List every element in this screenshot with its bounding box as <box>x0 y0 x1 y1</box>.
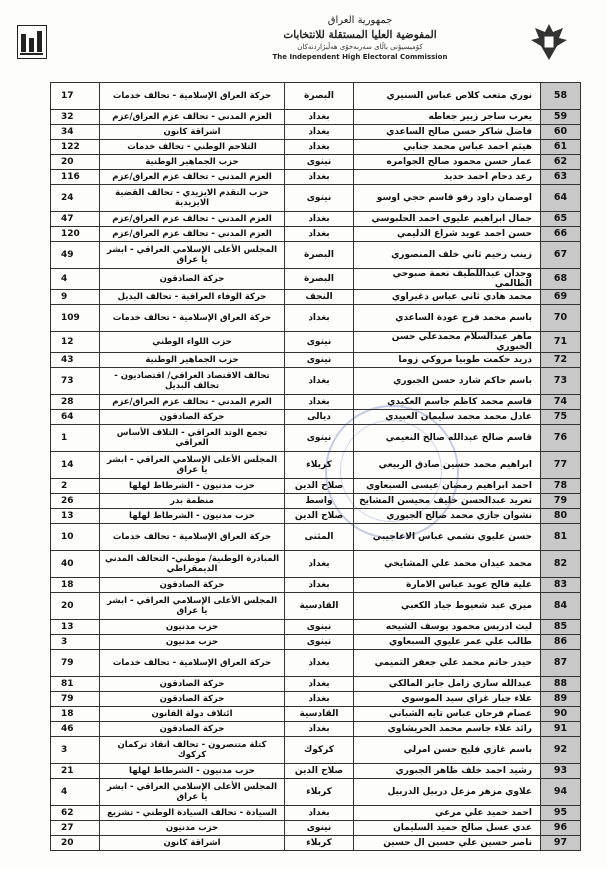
province: بغداد <box>285 722 354 737</box>
candidate-name: رعد دحام احمد حديد <box>354 170 541 185</box>
vote-count: 49 <box>51 242 100 269</box>
province: كربلاء <box>285 836 354 851</box>
table-row <box>51 779 581 806</box>
row-number: 62 <box>541 155 581 170</box>
candidate-name: عادل محمد محمد سليمان العبيدي <box>354 410 541 425</box>
vote-count: 20 <box>51 593 100 620</box>
party-name: ائتلاف دولة القانون <box>100 707 285 722</box>
party-name: التلاحم الوطني - تحالف خدمات <box>100 140 285 155</box>
candidate-name: عمار حسن محمود صالح الجوامره <box>354 155 541 170</box>
party-name: اشراقة كانون <box>100 836 285 851</box>
header-commission-arabic: المفوضية العليا المستقلة للانتخابات <box>283 29 437 41</box>
candidate-name: هيثم احمد عباس محمد جنابي <box>354 140 541 155</box>
province: بغداد <box>285 170 354 185</box>
table-row <box>51 83 581 110</box>
province: كربلاء <box>285 779 354 806</box>
party-name: حزب مدنيون - الشرطاط لهلها <box>100 479 285 494</box>
row-number: 87 <box>541 650 581 677</box>
party-name: تحالف الاقتصاد العراقي/ اقتصاديون - تحالف البديل <box>100 368 285 395</box>
vote-count: 64 <box>51 410 100 425</box>
candidate-name: ميري عبد شعيوط جياد الكعبي <box>354 593 541 620</box>
row-number: 83 <box>541 578 581 593</box>
party-name: حزب الجماهير الوطنية <box>100 155 285 170</box>
province: بغداد <box>285 110 354 125</box>
province: نينوى <box>285 425 354 452</box>
province: كركوك <box>285 737 354 764</box>
province: بغداد <box>285 368 354 395</box>
party-name: حزب الجماهير الوطنية <box>100 353 285 368</box>
province: كربلاء <box>285 452 354 479</box>
province: نينوى <box>285 332 354 353</box>
iraq-eagle-emblem-icon <box>527 20 571 64</box>
candidate-name: باسم محمد فرج عودة الساعدي <box>354 305 541 332</box>
vote-count: 73 <box>51 368 100 395</box>
party-name: العزم المدني - تحالف عزم العراق/عزم <box>100 170 285 185</box>
party-name: حزب مدنيون - الشرطاط لهلها <box>100 764 285 779</box>
vote-count: 32 <box>51 110 100 125</box>
table-row <box>51 110 581 125</box>
header-commission-english: The Independent High Electoral Commission <box>272 53 448 61</box>
table-row <box>51 551 581 578</box>
table-row <box>51 806 581 821</box>
candidate-name: حيدر حاتم محمد علي جعفر التميمي <box>354 650 541 677</box>
party-name: حركة الوفاء العراقية - تحالف البديل <box>100 290 285 305</box>
candidate-name: ماهر عبدالسلام محمدعلي حسن الجبوري <box>354 332 541 353</box>
row-number: 88 <box>541 677 581 692</box>
province: البصرة <box>285 269 354 290</box>
candidate-name: محمد عيدان محمد علي المشايخي <box>354 551 541 578</box>
party-name: حزب اللواء الوطني <box>100 332 285 353</box>
party-name: حزب مدنيون <box>100 635 285 650</box>
row-number: 74 <box>541 395 581 410</box>
province: صلاح الدين <box>285 764 354 779</box>
table-row <box>51 479 581 494</box>
party-name: كتلة متنصرون - تحالف انقاذ تركمان كركوك <box>100 737 285 764</box>
row-number: 86 <box>541 635 581 650</box>
province: بغداد <box>285 806 354 821</box>
candidate-name: باسم غازي فليح حسن امرلي <box>354 737 541 764</box>
vote-count: 46 <box>51 722 100 737</box>
row-number: 70 <box>541 305 581 332</box>
row-number: 69 <box>541 290 581 305</box>
table-row <box>51 212 581 227</box>
table-row <box>51 290 581 305</box>
row-number: 85 <box>541 620 581 635</box>
province: المثنى <box>285 524 354 551</box>
candidate-name: احمد ابراهيم رمضان عيسى السبعاوي <box>354 479 541 494</box>
province: نينوى <box>285 155 354 170</box>
candidate-name: رائد علاء جاسم محمد الحريشاوي <box>354 722 541 737</box>
vote-count: 79 <box>51 692 100 707</box>
candidate-name: نشوان جازي محمد صالح الجبوري <box>354 509 541 524</box>
party-name: تجمع الوتد العراقي - التلاف الأساس العراقي <box>100 425 285 452</box>
party-name: المجلس الأعلى الإسلامي العراقي - ابشر يا عراق <box>100 452 285 479</box>
table-row <box>51 140 581 155</box>
candidate-name: ليث ادريس محمود يوسف الشيحه <box>354 620 541 635</box>
table-row <box>51 227 581 242</box>
row-number: 66 <box>541 227 581 242</box>
candidate-name: يعرب ساجر زبير جعاطه <box>354 110 541 125</box>
row-number: 96 <box>541 821 581 836</box>
vote-count: 120 <box>51 227 100 242</box>
candidate-name: زينب رحيم ثاني خلف المنصوري <box>354 242 541 269</box>
vote-count: 40 <box>51 551 100 578</box>
vote-count: 20 <box>51 836 100 851</box>
table-row <box>51 578 581 593</box>
vote-count: 116 <box>51 170 100 185</box>
vote-count: 81 <box>51 677 100 692</box>
table-row <box>51 509 581 524</box>
party-name: حزب مدنيون - الشرطاط لهلها <box>100 509 285 524</box>
row-number: 75 <box>541 410 581 425</box>
table-row <box>51 425 581 452</box>
header-country: جمهورية العراق <box>327 15 393 26</box>
province: بغداد <box>285 227 354 242</box>
vote-count: 13 <box>51 620 100 635</box>
table-row <box>51 395 581 410</box>
row-number: 64 <box>541 185 581 212</box>
row-number: 92 <box>541 737 581 764</box>
row-number: 84 <box>541 593 581 620</box>
vote-count: 4 <box>51 269 100 290</box>
candidate-name: عصام فرحان عباس تايه الشباني <box>354 707 541 722</box>
vote-count: 1 <box>51 425 100 452</box>
province: النجف <box>285 290 354 305</box>
candidate-name: حسن عليوي نشمي عباس الاعاجيبي <box>354 524 541 551</box>
candidate-name: نوري متعب كلاص عباس السنيري <box>354 83 541 110</box>
candidate-name: وجدان عبداللطيف نعمة صبوحي الظالمي <box>354 269 541 290</box>
table-row <box>51 620 581 635</box>
row-number: 82 <box>541 551 581 578</box>
table-row <box>51 125 581 140</box>
row-number: 59 <box>541 110 581 125</box>
candidate-name: فاضل شاكر حسن صالح الساعدي <box>354 125 541 140</box>
party-name: حركة الصادقون <box>100 578 285 593</box>
table-row <box>51 707 581 722</box>
party-name: حركة الصادقون <box>100 410 285 425</box>
province: القادسية <box>285 707 354 722</box>
candidate-name: تغريد عبدالحسن خليف محيسن المشايخ <box>354 494 541 509</box>
party-name: حزب مدنيون <box>100 620 285 635</box>
vote-count: 9 <box>51 290 100 305</box>
row-number: 91 <box>541 722 581 737</box>
candidate-name: جمال ابراهيم عليوي احمد الحلبوسي <box>354 212 541 227</box>
party-name: حركة العراق الإسلامية - تحالف خدمات <box>100 650 285 677</box>
province: بغداد <box>285 395 354 410</box>
vote-count: 62 <box>51 806 100 821</box>
party-name: العزم المدني - تحالف عزم العراق/عزم <box>100 227 285 242</box>
province: نينوى <box>285 620 354 635</box>
vote-count: 28 <box>51 395 100 410</box>
row-number: 81 <box>541 524 581 551</box>
province: بغداد <box>285 140 354 155</box>
vote-count: 26 <box>51 494 100 509</box>
row-number: 68 <box>541 269 581 290</box>
vote-count: 109 <box>51 305 100 332</box>
province: بغداد <box>285 650 354 677</box>
party-name: حركة الصادقون <box>100 692 285 707</box>
party-name: المبادرة الوطنية/ موطني- التحالف المدني الديمقراطي <box>100 551 285 578</box>
vote-count: 79 <box>51 650 100 677</box>
table-row <box>51 722 581 737</box>
candidate-name: رشيد احمد خلف ظاهر الجبوري <box>354 764 541 779</box>
vote-count: 3 <box>51 635 100 650</box>
vote-count: 122 <box>51 140 100 155</box>
candidate-name: طالب علي عمر عليوي السبعاوي <box>354 635 541 650</box>
row-number: 97 <box>541 836 581 851</box>
candidate-name: احمد حميد علي مرعي <box>354 806 541 821</box>
row-number: 61 <box>541 140 581 155</box>
party-name: حركة الصادقون <box>100 677 285 692</box>
table-row <box>51 692 581 707</box>
row-number: 71 <box>541 332 581 353</box>
row-number: 73 <box>541 368 581 395</box>
table-row <box>51 332 581 353</box>
province: نينوى <box>285 353 354 368</box>
party-name: حركة الصادقون <box>100 722 285 737</box>
table-row <box>51 155 581 170</box>
province: البصرة <box>285 242 354 269</box>
party-name: العزم المدني - تحالف عزم العراق/عزم <box>100 395 285 410</box>
row-number: 79 <box>541 494 581 509</box>
vote-count: 27 <box>51 821 100 836</box>
table-row <box>51 650 581 677</box>
row-number: 89 <box>541 692 581 707</box>
province: بغداد <box>285 677 354 692</box>
vote-count: 47 <box>51 212 100 227</box>
candidate-name: قاسم محمد كاظم جاسم العكيدي <box>354 395 541 410</box>
province: بغداد <box>285 551 354 578</box>
province: نينوى <box>285 635 354 650</box>
party-name: حركة العراق الإسلامية - تحالف خدمات <box>100 305 285 332</box>
row-number: 77 <box>541 452 581 479</box>
candidate-name: عبدالله ساري زامل جابر المالكي <box>354 677 541 692</box>
table-row <box>51 593 581 620</box>
province: نينوى <box>285 821 354 836</box>
row-number: 72 <box>541 353 581 368</box>
row-number: 90 <box>541 707 581 722</box>
table-row <box>51 353 581 368</box>
table-row <box>51 524 581 551</box>
candidate-name: قاسم صالح عبدالله صالح النعيمي <box>354 425 541 452</box>
party-name: السيادة - تحالف السيادة الوطني - تشريع <box>100 806 285 821</box>
candidate-name: باسم حاكم شارد حسن الجبوري <box>354 368 541 395</box>
party-name: حركة العراق الإسلامية - تحالف خدمات <box>100 524 285 551</box>
vote-count: 21 <box>51 764 100 779</box>
province: صلاح الدين <box>285 479 354 494</box>
vote-count: 18 <box>51 707 100 722</box>
table-row <box>51 305 581 332</box>
candidate-name: اوصمان داود رفو قاسم حجي اوسو <box>354 185 541 212</box>
candidate-name: علاء جبار غزاي سيد الموسوي <box>354 692 541 707</box>
row-number: 95 <box>541 806 581 821</box>
vote-count: 12 <box>51 332 100 353</box>
vote-count: 20 <box>51 155 100 170</box>
province: القادسية <box>285 593 354 620</box>
province: صلاح الدين <box>285 509 354 524</box>
party-name: العزم المدني - تحالف عزم العراق/عزم <box>100 110 285 125</box>
province: بغداد <box>285 578 354 593</box>
document-header <box>0 0 607 66</box>
row-number: 65 <box>541 212 581 227</box>
row-number: 67 <box>541 242 581 269</box>
table-row <box>51 170 581 185</box>
table-row <box>51 494 581 509</box>
candidate-name: محمد هادي ثاني عباس دغيراوي <box>354 290 541 305</box>
party-name: المجلس الأعلى الإسلامي العراقي - ابشر يا عراق <box>100 242 285 269</box>
table-row <box>51 269 581 290</box>
province: بغداد <box>285 212 354 227</box>
row-number: 58 <box>541 83 581 110</box>
candidate-name: ابراهيم محمد حسين صادق الربيعي <box>354 452 541 479</box>
party-name: العزم المدني - تحالف عزم العراق/عزم <box>100 212 285 227</box>
table-row <box>51 410 581 425</box>
province: البصرة <box>285 83 354 110</box>
row-number: 76 <box>541 425 581 452</box>
province: نينوى <box>285 185 354 212</box>
candidate-name: حسن احمد عويد شراع الدليمي <box>354 227 541 242</box>
table-row <box>51 452 581 479</box>
party-name: اشراقة كانون <box>100 125 285 140</box>
province: بغداد <box>285 125 354 140</box>
table-row <box>51 677 581 692</box>
province: واسط <box>285 494 354 509</box>
party-name: منظمة بدر <box>100 494 285 509</box>
vote-count: 10 <box>51 524 100 551</box>
party-name: حركة الصادقون <box>100 269 285 290</box>
table-row <box>51 635 581 650</box>
row-number: 94 <box>541 779 581 806</box>
candidate-name: ناصر حسين علي حسين ال حسين <box>354 836 541 851</box>
vote-count: 34 <box>51 125 100 140</box>
vote-count: 13 <box>51 509 100 524</box>
row-number: 78 <box>541 479 581 494</box>
row-number: 93 <box>541 764 581 779</box>
party-name: حركة العراق الإسلامية - تحالف خدمات <box>100 83 285 110</box>
province: ديالى <box>285 410 354 425</box>
row-number: 63 <box>541 170 581 185</box>
vote-count: 17 <box>51 83 100 110</box>
vote-count: 18 <box>51 578 100 593</box>
vote-count: 24 <box>51 185 100 212</box>
table-row <box>51 764 581 779</box>
table-row <box>51 368 581 395</box>
candidate-name: علاوي مزهر مزعل دربيل الدربيل <box>354 779 541 806</box>
row-number: 80 <box>541 509 581 524</box>
table-row <box>51 185 581 212</box>
row-number: 60 <box>541 125 581 140</box>
party-name: حزب مدنيون <box>100 821 285 836</box>
vote-count: 2 <box>51 479 100 494</box>
province: بغداد <box>285 305 354 332</box>
candidate-name: عدي عسل صالح حميد السليمان <box>354 821 541 836</box>
candidate-name: علية فالح عويد عباس الامارة <box>354 578 541 593</box>
party-name: المجلس الأعلى الإسلامي العراقي - ابشر يا عراق <box>100 779 285 806</box>
table-row <box>51 242 581 269</box>
table-row <box>51 836 581 851</box>
commission-logo-icon <box>17 25 47 59</box>
vote-count: 4 <box>51 779 100 806</box>
candidate-name: دريد حكمت طوبيا مروكي زوما <box>354 353 541 368</box>
vote-count: 3 <box>51 737 100 764</box>
vote-count: 43 <box>51 353 100 368</box>
table-row <box>51 821 581 836</box>
candidates-table <box>50 82 581 851</box>
vote-count: 14 <box>51 452 100 479</box>
header-commission-kurdish: کۆمیسیۆنی باڵای سەربەخۆی هەڵبژاردنەکان <box>297 43 423 51</box>
province: بغداد <box>285 692 354 707</box>
party-name: المجلس الأعلى الإسلامي العراقي - ابشر يا عراق <box>100 593 285 620</box>
party-name: حزب التقدم الايزيدي - تحالف القضية الايزيدية <box>100 185 285 212</box>
table-row <box>51 737 581 764</box>
